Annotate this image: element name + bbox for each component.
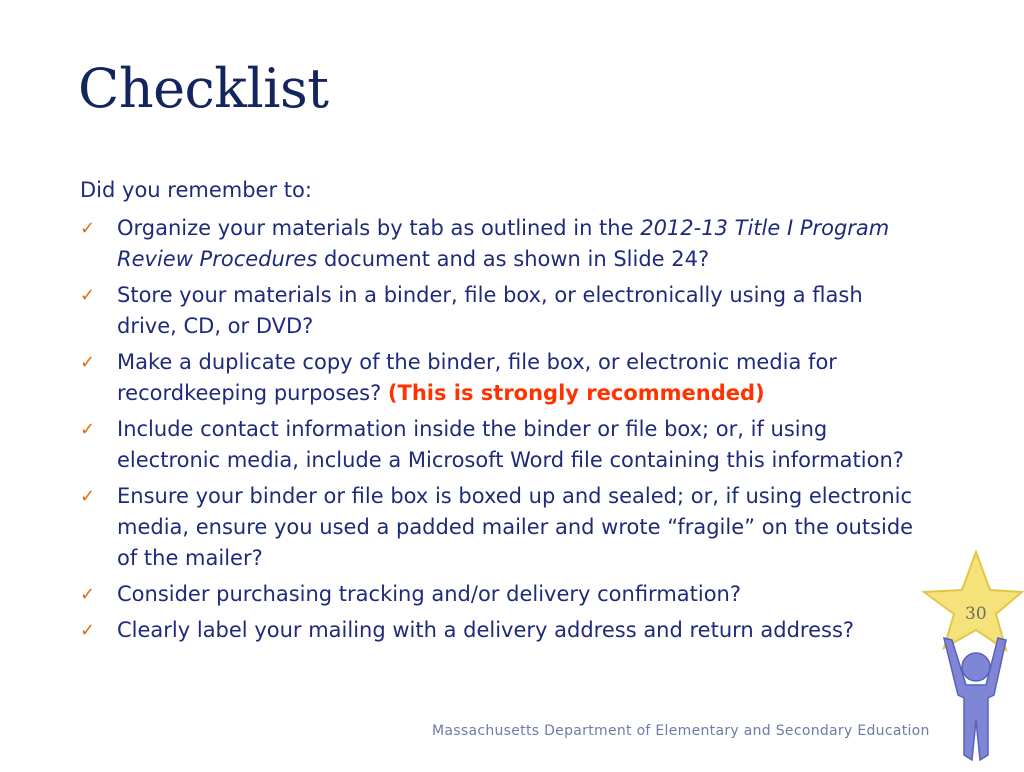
star-figure xyxy=(918,550,1024,768)
checkmark-icon: ✓ xyxy=(80,218,96,239)
checklist-item xyxy=(80,615,920,646)
highlight-text: (This is strongly recommended) xyxy=(387,381,765,405)
item-text: Store your materials in a binder, file box, or electronically using a flash drive, CD, or DVD? xyxy=(117,283,863,338)
checkmark-icon: ✓ xyxy=(80,620,96,641)
checklist-item xyxy=(80,347,920,409)
checkmark-icon: ✓ xyxy=(80,419,96,440)
slide-title: Checklist xyxy=(78,57,329,120)
footer-text: Massachusetts Department of Elementary and Secondary Education xyxy=(432,723,930,739)
checklist-item xyxy=(80,280,920,342)
checkmark-icon: ✓ xyxy=(80,486,96,507)
checkmark-icon: ✓ xyxy=(80,285,96,306)
italic-text: 2012-13 Title I Program Review Procedures xyxy=(117,216,890,271)
checklist xyxy=(80,213,920,651)
checklist-item xyxy=(80,414,920,476)
item-text: Ensure your binder or file box is boxed up and sealed; or, if using electronic media, ensure you used a padded mailer and wrote “fragile” on the outside of the mailer? xyxy=(117,484,914,570)
checklist-item xyxy=(80,213,920,275)
checklist-item xyxy=(80,579,920,610)
checkmark-icon: ✓ xyxy=(80,584,96,605)
item-text: Consider purchasing tracking and/or delivery confirmation? xyxy=(117,582,742,606)
checklist-item xyxy=(80,481,920,574)
item-text: Make a duplicate copy of the binder, file box, or electronic media for recordkeeping purposes? xyxy=(117,350,837,405)
item-text: Clearly label your mailing with a delivery address and return address? xyxy=(117,618,855,642)
item-text: document and as shown in Slide 24? xyxy=(317,247,710,271)
item-text: Organize your materials by tab as outlined in the xyxy=(117,216,641,240)
star-person-icon xyxy=(918,550,1024,768)
item-text: Include contact information inside the binder or file box; or, if using electronic media, include a Microsoft Word file containing this information? xyxy=(117,417,904,472)
checkmark-icon: ✓ xyxy=(80,352,96,373)
intro-text: Did you remember to: xyxy=(80,178,312,202)
slide-number: 30 xyxy=(965,604,987,624)
